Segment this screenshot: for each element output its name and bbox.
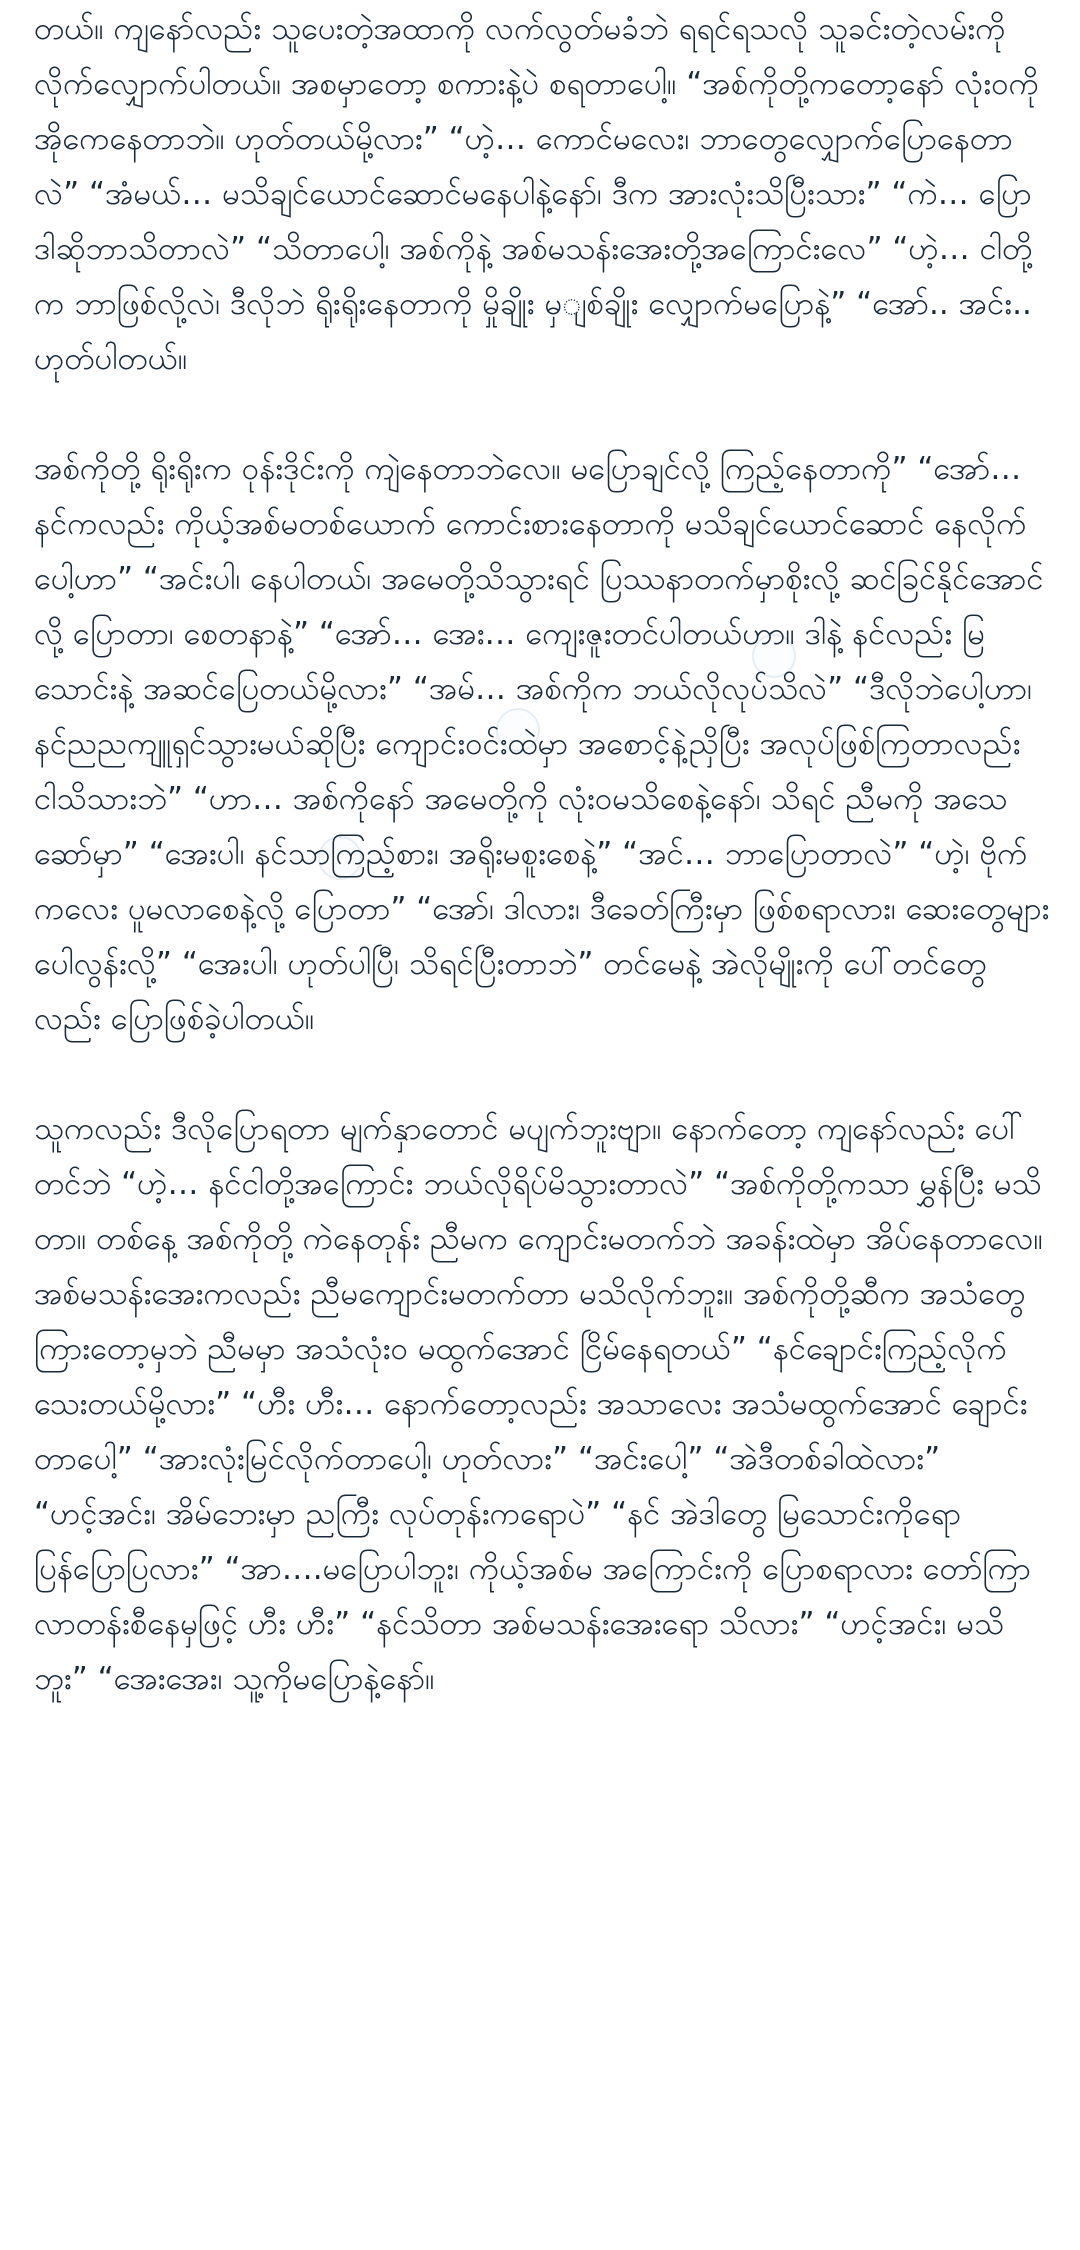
story-paragraph: အစ်ကိုတို့ ရိုးရိုးက ဝုန်းဒိုင်းကို ကျဲနေတာဘဲလေ။ မပြောချင်လို့ ကြည့်နေတာကို” “အော်… နင်ကလည်း ကိုယ့်အစ်မတစ်ယောက် ကောင်းစားနေတာကို မသိချင်ယောင်ဆောင် နေလိုက်ပေါ့ဟာ” “အင်းပါ၊ နေပါတယ်၊ အမေတို့သိသွားရင် ပြဿနာတက်မှာစိုးလို့ ဆင်ခြင်နိုင်အောင်လို့ ပြောတာ၊ စေတနာနဲ့” “အော်… အေး… ကျေးဇူးတင်ပါတယ်ဟာ။ ဒါနဲ့ နင်လည်း မြသောင်းနဲ့ အဆင်ပြေတယ်မို့လား” “အမ်… အစ်ကိုက ဘယ်လိုလုပ်သိလဲ” “ဒီလိုဘဲပေါ့ဟာ၊ နင်ညညကျူရှင်သွားမယ်ဆိုပြီး ကျောင်းဝင်းထဲမှာ အစောင့်နဲ့ညှိပြီး အလုပ်ဖြစ်ကြတာလည်း ငါသိသားဘဲ” “ဟာ… အစ်ကိုနော် အမေတို့ကို လုံးဝမသိစေနဲ့နော်၊ သိရင် ညီမကို အသေဆော်မှာ” “အေးပါ၊ နင်သာကြည့်စား၊ အရိုးမစူးစေနဲ့” “အင်… ဘာပြောတာလဲ” “ဟဲ့၊ ဗိုက်ကလေး ပူမလာစေနဲ့လို့ ပြောတာ” “အော်၊ ဒါလား၊ ဒီခေတ်ကြီးမှာ ဖြစ်စရာလား၊ ဆေးတွေများ ပေါလွန်းလို့” “အေးပါ၊ ဟုတ်ပါပြီ၊ သိရင်ပြီးတာဘဲ” တင်မေနဲ့ အဲလိုမျိုးကို ပေါ်တင်တွေလည်း ပြောဖြစ်ခဲ့ပါတယ်။ bbox=[34, 451, 1050, 1037]
article-body bbox=[34, 2, 1052, 1707]
story-paragraph: သူကလည်း ဒီလိုပြောရတာ မျက်နှာတောင် မပျက်ဘူးဗျာ။ နောက်တော့ ကျနော်လည်း ပေါ်တင်ဘဲ “ဟဲ့… နင်ငါတို့အကြောင်း ဘယ်လိုရိပ်မိသွားတာလဲ” “အစ်ကိုတို့ကသာ မွှန်ပြီး မသိတာ။ တစ်နေ့ အစ်ကိုတို့ ကဲနေတုန်း ညီမက ကျောင်းမတက်ဘဲ အခန်းထဲမှာ အိပ်နေတာလေ။ အစ်မသန်းအေးကလည်း ညီမကျောင်းမတက်တာ မသိလိုက်ဘူး။ အစ်ကိုတို့ဆီက အသံတွေကြားတော့မှဘဲ ညီမမှာ အသံလုံးဝ မထွက်အောင် ငြိမ်နေရတယ်” “နင်ချောင်းကြည့်လိုက်သေးတယ်မို့လား” “ဟီး ဟီး… နောက်တော့လည်း အသာလေး အသံမထွက်အောင် ချောင်းတာပေါ့” “အားလုံးမြင်လိုက်တာပေါ့၊ ဟုတ်လား” “အင်းပေါ့” “အဲဒီတစ်ခါထဲလား” “ဟင့်အင်း၊ အိမ်ဘေးမှာ ညကြီး လုပ်တုန်းကရောပဲ” “နင် အဲဒါတွေ မြသောင်းကိုရော ပြန်ပြောပြလား” “အာ….မပြောပါဘူး၊ ကိုယ့်အစ်မ အကြောင်းကို ပြောစရာလား တော်ကြာ လာတန်းစီနေမှဖြင့် ဟီး ဟီး” “နင်သိတာ အစ်မသန်းအေးရော သိလား” “ဟင့်အင်း၊ မသိဘူး” “အေးအေး၊ သူ့ကိုမပြောနဲ့နော်။ bbox=[34, 1111, 1043, 1697]
story-paragraph: တယ်။ ကျနော်လည်း သူပေးတဲ့အထာကို လက်လွတ်မခံဘဲ ရရင်ရသလို သူခင်းတဲ့လမ်းကို လိုက်လျှောက်ပါတယ်။ အစမှာတော့ စကားနဲ့ပဲ စရတာပေါ့။ “အစ်ကိုတို့ကတော့နော် လုံးဝကို အိုကေနေတာဘဲ။ ဟုတ်တယ်မို့လား” “ဟဲ့… ကောင်မလေး၊ ဘာတွေလျှောက်ပြောနေတာလဲ” “အံမယ်… မသိချင်ယောင်ဆောင်မနေပါနဲ့နော်၊ ဒီက အားလုံးသိပြီးသား” “ကဲ… ပြော ဒါဆိုဘာသိတာလဲ” “သိတာပေါ့၊ အစ်ကိုနဲ့ အစ်မသန်းအေးတို့အကြောင်းလေ” “ဟဲ့… ငါတို့က ဘာဖြစ်လို့လဲ၊ ဒီလိုဘဲ ရိုးရိုးနေတာကို မှိုချိုး မှျစ်ချိုး လျှောက်မပြောနဲ့” “အော်.. အင်း.. ဟုတ်ပါတယ်။ bbox=[34, 11, 1039, 377]
